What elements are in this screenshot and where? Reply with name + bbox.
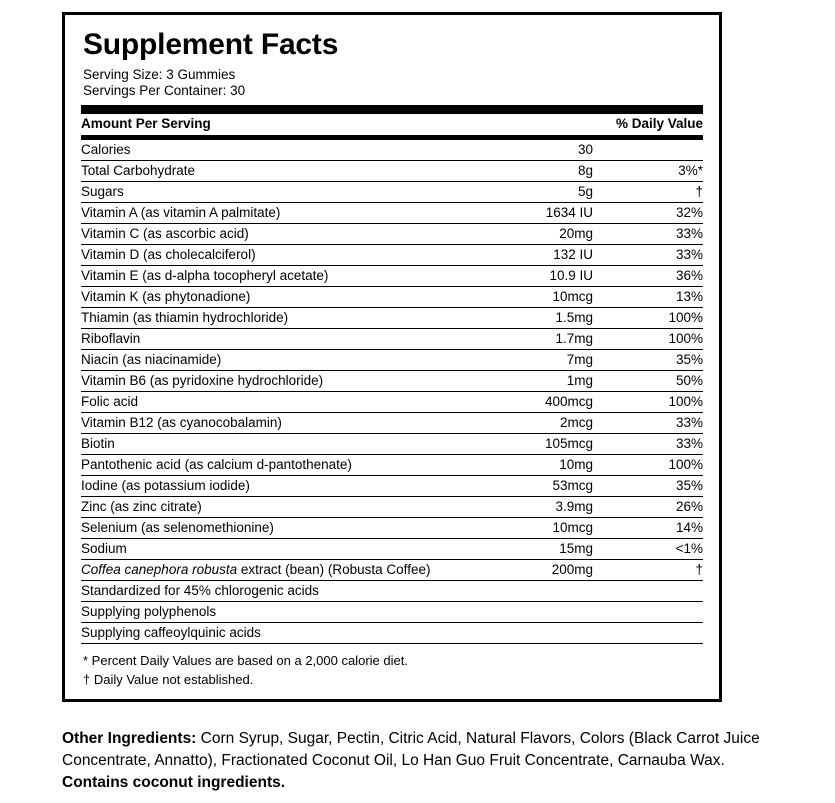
table-row: [81, 181, 703, 202]
nutrient-name: Biotin: [81, 433, 443, 454]
nutrient-amount: 3.9mg: [443, 496, 593, 517]
nutrient-daily-value: 3%*: [593, 160, 703, 181]
table-row: [81, 538, 703, 559]
table-row-botanical: [81, 559, 703, 580]
nutrient-daily-value: 35%: [593, 475, 703, 496]
nutrient-name: Niacin (as niacinamide): [81, 349, 443, 370]
nutrient-amount: 5g: [443, 181, 593, 202]
botanical-sub-amount: [443, 580, 593, 601]
nutrients-table: [81, 114, 703, 644]
table-row: [81, 328, 703, 349]
other-ingredients-section: [62, 728, 762, 794]
nutrient-name: Vitamin E (as d-alpha tocopheryl acetate): [81, 265, 443, 286]
nutrient-name: Selenium (as selenomethionine): [81, 517, 443, 538]
nutrient-daily-value: <1%: [593, 538, 703, 559]
column-header-amount-spacer: [443, 114, 593, 138]
nutrient-name: Total Carbohydrate: [81, 160, 443, 181]
page-title: Supplement Facts: [83, 28, 339, 61]
nutrient-daily-value: 100%: [593, 328, 703, 349]
nutrient-name: Vitamin A (as vitamin A palmitate): [81, 202, 443, 223]
nutrient-amount: 2mcg: [443, 412, 593, 433]
botanical-sub-daily-value: [593, 601, 703, 622]
botanical-sub-daily-value: [593, 580, 703, 601]
botanical-daily-value: †: [593, 559, 703, 580]
nutrient-amount: 15mg: [443, 538, 593, 559]
table-row: [81, 286, 703, 307]
botanical-latin-name: Coffea canephora robusta: [81, 561, 238, 577]
nutrient-name: Sodium: [81, 538, 443, 559]
botanical-sub-daily-value: [593, 622, 703, 643]
nutrient-name: Calories: [81, 137, 443, 160]
nutrient-daily-value: 33%: [593, 412, 703, 433]
nutrient-name: Zinc (as zinc citrate): [81, 496, 443, 517]
other-ingredients-text: Corn Syrup, Sugar, Pectin, Citric Acid, Natural Flavors, Colors (Black Carrot Juice Concentrate, Annatto), Fractionated Coconut Oil, Lo Han Guo Fruit Concentrate, Carnauba Wax.: [62, 730, 760, 769]
nutrient-amount: 7mg: [443, 349, 593, 370]
nutrient-daily-value: 100%: [593, 391, 703, 412]
nutrient-amount: 20mg: [443, 223, 593, 244]
column-header-amount-per-serving: Amount Per Serving: [81, 114, 443, 138]
botanical-sub-name: Supplying polyphenols: [81, 601, 443, 622]
botanical-common-name: extract (bean) (Robusta Coffee): [237, 561, 431, 577]
nutrient-amount: 1.7mg: [443, 328, 593, 349]
botanical-sub-name: Supplying caffeoylquinic acids: [81, 622, 443, 643]
table-row: [81, 412, 703, 433]
nutrient-name: Thiamin (as thiamin hydrochloride): [81, 307, 443, 328]
servings-per-container-text: Servings Per Container: 30: [83, 82, 246, 98]
nutrient-daily-value: 14%: [593, 517, 703, 538]
table-row-botanical: [81, 580, 703, 601]
nutrient-amount: 10.9 IU: [443, 265, 593, 286]
nutrient-amount: 105mcg: [443, 433, 593, 454]
nutrient-daily-value: 100%: [593, 454, 703, 475]
table-row: [81, 202, 703, 223]
table-row: [81, 307, 703, 328]
table-header-row: [81, 114, 703, 138]
nutrient-daily-value: 13%: [593, 286, 703, 307]
footnote-daily-value-not-established: † Daily Value not established.: [83, 671, 254, 687]
nutrient-name: Vitamin D (as cholecalciferol): [81, 244, 443, 265]
nutrient-daily-value: [593, 137, 703, 160]
nutrient-amount: 10mcg: [443, 286, 593, 307]
nutrient-amount: 10mg: [443, 454, 593, 475]
nutrients-table-body: [81, 114, 703, 644]
nutrient-name: Pantothenic acid (as calcium d-pantothenate): [81, 454, 443, 475]
table-row: [81, 391, 703, 412]
botanical-sub-amount: [443, 622, 593, 643]
nutrient-name: Vitamin C (as ascorbic acid): [81, 223, 443, 244]
footnote-percent-daily-value: * Percent Daily Values are based on a 2,000 calorie diet.: [83, 652, 408, 668]
contains-allergen-label: Contains coconut ingredients.: [62, 774, 286, 791]
nutrient-amount: 132 IU: [443, 244, 593, 265]
nutrient-amount: 53mcg: [443, 475, 593, 496]
nutrient-daily-value: 36%: [593, 265, 703, 286]
table-row: [81, 517, 703, 538]
nutrient-amount: 8g: [443, 160, 593, 181]
table-row-botanical: [81, 601, 703, 622]
botanical-sub-name: Standardized for 45% chlorogenic acids: [81, 580, 443, 601]
nutrient-daily-value: 50%: [593, 370, 703, 391]
nutrient-daily-value: 33%: [593, 223, 703, 244]
table-row: [81, 370, 703, 391]
nutrient-daily-value: 32%: [593, 202, 703, 223]
nutrient-daily-value: 35%: [593, 349, 703, 370]
table-row: [81, 475, 703, 496]
botanical-name: [81, 559, 443, 580]
botanical-sub-amount: [443, 601, 593, 622]
nutrient-name: Folic acid: [81, 391, 443, 412]
botanical-amount: 200mg: [443, 559, 593, 580]
table-row: [81, 137, 703, 160]
table-row: [81, 265, 703, 286]
nutrient-amount: 30: [443, 137, 593, 160]
nutrient-daily-value: 26%: [593, 496, 703, 517]
nutrient-daily-value: †: [593, 181, 703, 202]
table-row: [81, 349, 703, 370]
serving-size-text: Serving Size: 3 Gummies: [83, 66, 236, 82]
nutrient-name: Iodine (as potassium iodide): [81, 475, 443, 496]
table-row-botanical: [81, 622, 703, 643]
nutrient-daily-value: 33%: [593, 433, 703, 454]
nutrient-name: Sugars: [81, 181, 443, 202]
other-ingredients-label: Other Ingredients:: [62, 730, 197, 747]
nutrient-daily-value: 33%: [593, 244, 703, 265]
nutrient-name: Vitamin K (as phytonadione): [81, 286, 443, 307]
nutrient-daily-value: 100%: [593, 307, 703, 328]
nutrient-name: Vitamin B6 (as pyridoxine hydrochloride): [81, 370, 443, 391]
footnotes: [83, 651, 703, 689]
column-header-daily-value: % Daily Value: [593, 114, 703, 138]
nutrient-amount: 10mcg: [443, 517, 593, 538]
supplement-facts-panel: [62, 12, 722, 702]
table-row: [81, 433, 703, 454]
nutrient-amount: 1634 IU: [443, 202, 593, 223]
table-row: [81, 454, 703, 475]
table-row: [81, 496, 703, 517]
thick-divider-top: [81, 105, 703, 114]
nutrient-name: Vitamin B12 (as cyanocobalamin): [81, 412, 443, 433]
table-row: [81, 223, 703, 244]
nutrient-amount: 1mg: [443, 370, 593, 391]
nutrient-name: Riboflavin: [81, 328, 443, 349]
nutrient-amount: 400mcg: [443, 391, 593, 412]
table-row: [81, 160, 703, 181]
nutrient-amount: 1.5mg: [443, 307, 593, 328]
table-row: [81, 244, 703, 265]
